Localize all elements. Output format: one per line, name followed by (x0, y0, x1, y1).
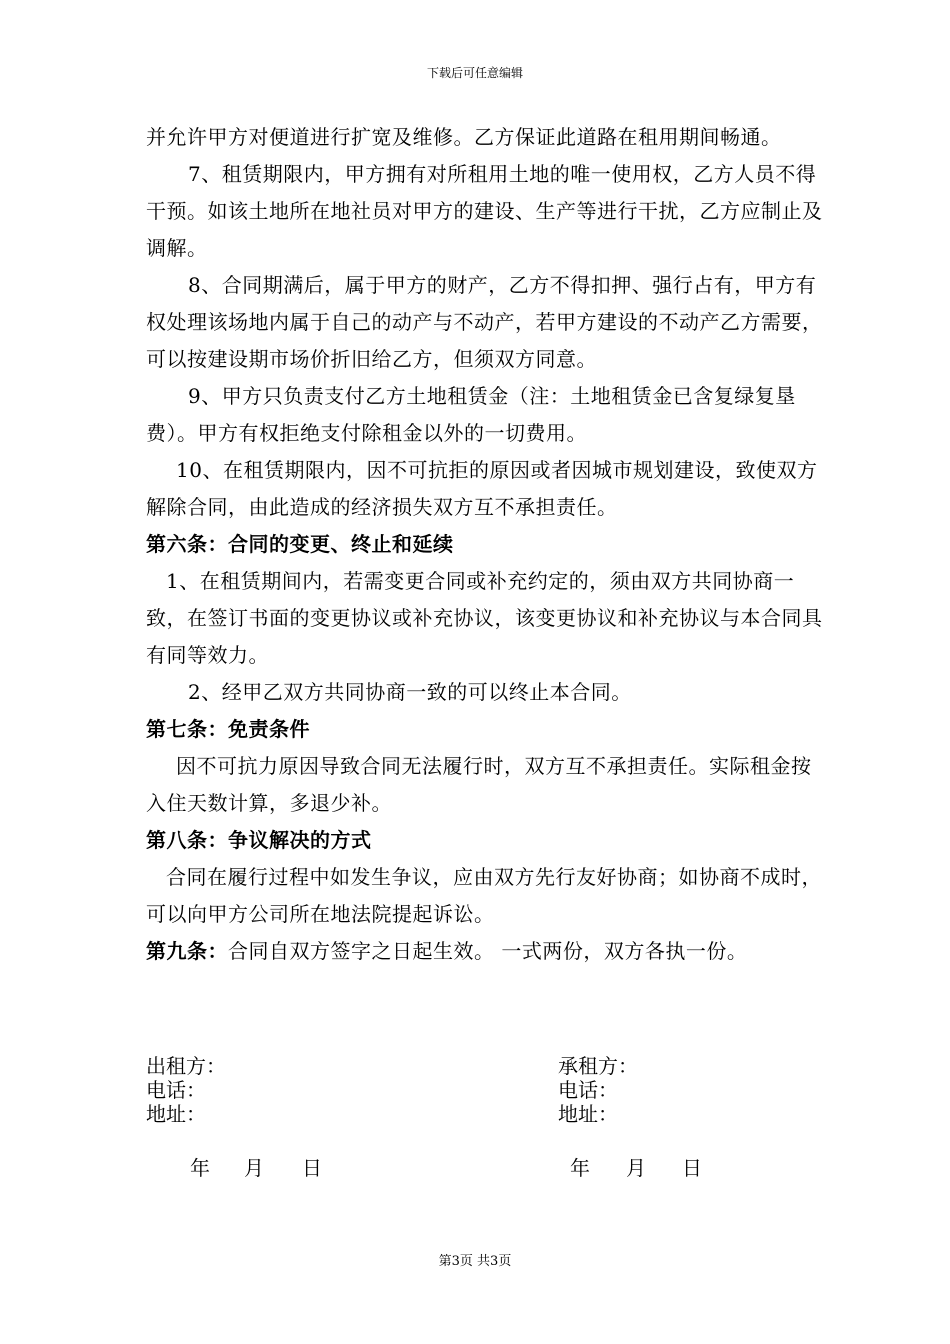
clause-10: 10、在租赁期限内，因不可抗拒的原因或者因城市规划建设，致使双方解除合同，由此造成的经济损失双方互不承担责任。 (146, 458, 818, 519)
article-9-heading: 第九条： (146, 939, 228, 963)
lessor-column (146, 1054, 226, 1126)
lessee-label: 承租方： (558, 1054, 638, 1078)
lessee-date (570, 1152, 702, 1181)
paragraph-road: 并允许甲方对便道进行扩宽及维修。乙方保证此道路在租用期间畅通。 (146, 125, 782, 149)
article-6-heading: 第六条：合同的变更、终止和延续 (146, 532, 454, 556)
article-8-text: 合同在履行过程中如发生争议，应由双方先行友好协商；如协商不成时，可以向甲方公司所在地法院提起诉讼。 (146, 865, 822, 926)
lessor-label: 出租方： (146, 1054, 226, 1078)
article-7-heading: 第七条：免责条件 (146, 717, 310, 741)
lessor-phone-label: 电话： (146, 1078, 206, 1102)
lessor-date-year: 年 (190, 1156, 210, 1180)
document-body (146, 119, 826, 970)
article-6-item-1: 1、在租赁期间内，若需变更合同或补充约定的，须由双方共同协商一致，在签订书面的变更协议或补充协议，该变更协议和补充协议与本合同具有同等效力。 (146, 569, 823, 667)
lessor-date-day: 日 (302, 1156, 322, 1180)
article-7-text: 因不可抗力原因导致合同无法履行时，双方互不承担责任。实际租金按入住天数计算，多退少补。 (146, 754, 812, 815)
clause-7: 7、租赁期限内，甲方拥有对所租用土地的唯一使用权，乙方人员不得干预。如该土地所在地社员对甲方的建设、生产等进行干扰，乙方应制止及调解。 (146, 162, 823, 260)
clause-8: 8、合同期满后，属于甲方的财产，乙方不得扣押、强行占有，甲方有权处理该场地内属于自己的动产与不动产，若甲方建设的不动产乙方需要，可以按建设期市场价折旧给乙方，但须双方同意。 (146, 273, 823, 371)
article-6-item-2: 2、经甲乙双方共同协商一致的可以终止本合同。 (188, 680, 632, 704)
lessor-address-label: 地址： (146, 1102, 206, 1126)
page-footer: 第3页 共3页 (438, 1254, 512, 1269)
lessee-date-year: 年 (570, 1156, 590, 1180)
lessee-column (558, 1054, 638, 1126)
lessee-phone-label: 电话： (558, 1078, 618, 1102)
article-8-heading: 第八条：争议解决的方式 (146, 828, 372, 852)
clause-9: 9、甲方只负责支付乙方土地租赁金（注：土地租赁金已含复绿复垦费）。甲方有权拒绝支付除租金以外的一切费用。 (146, 384, 796, 445)
article-9 (146, 933, 826, 970)
lessee-address-label: 地址： (558, 1102, 618, 1126)
page-header: 下载后可任意编辑 (426, 66, 523, 80)
lessee-date-day: 日 (682, 1156, 702, 1180)
lessee-date-month: 月 (626, 1156, 646, 1180)
lessor-date (190, 1152, 322, 1181)
article-9-text: 合同自双方签字之日起生效。 一式两份，双方各执一份。 (228, 939, 748, 963)
lessor-date-month: 月 (244, 1156, 264, 1180)
